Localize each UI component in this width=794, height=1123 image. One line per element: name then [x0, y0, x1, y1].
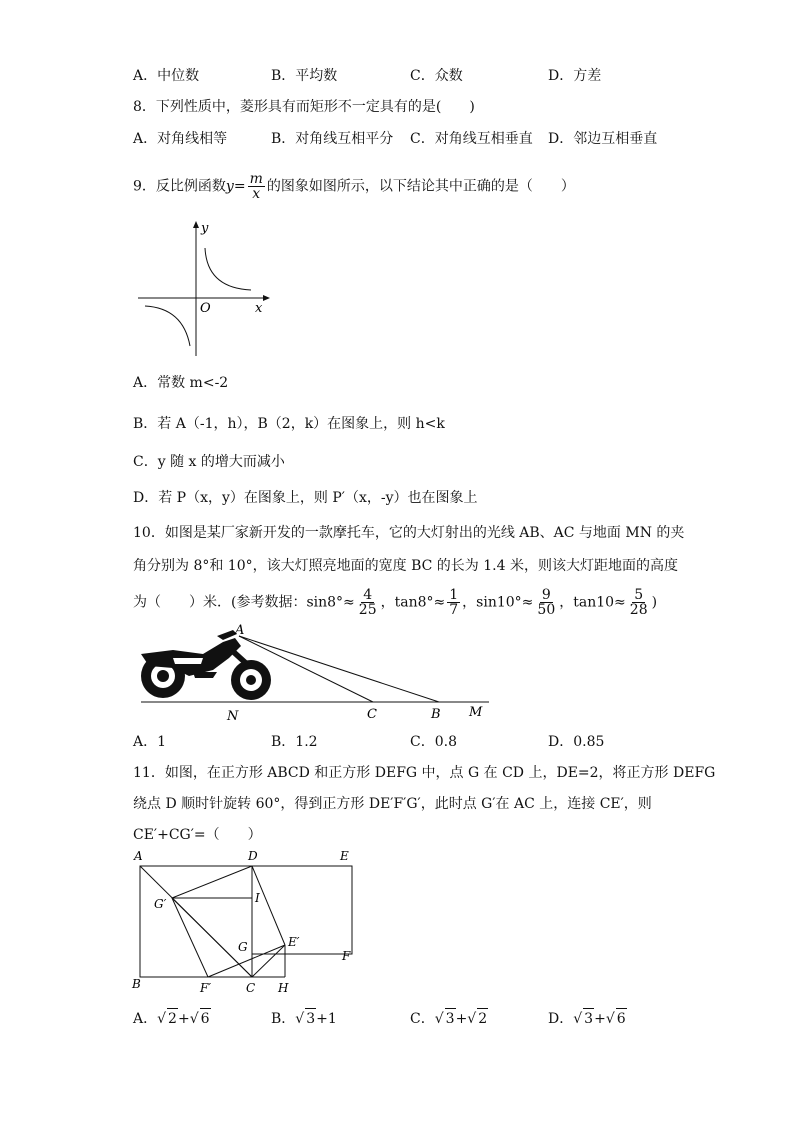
- square-defg: [252, 866, 352, 954]
- q9-option-b: B．若 A（-1，h），B（2，k）在图象上，则 h<k: [133, 416, 445, 432]
- hyperbola-branch-q3: [145, 306, 190, 346]
- q9-graph: [133, 218, 273, 358]
- q10-text-tan10: ，tan10≈: [559, 594, 626, 611]
- q9-func-num: m: [249, 171, 263, 187]
- frac-den: 7: [449, 602, 459, 618]
- q11-option-a: [133, 1008, 211, 1029]
- light-ray-ab: [239, 636, 439, 702]
- sqrt-icon: √: [157, 1011, 167, 1027]
- q11-option-c: [410, 1008, 488, 1029]
- radicand: 3: [445, 1008, 456, 1029]
- q10-option-c: C．0.8: [410, 734, 457, 750]
- label-a: A: [235, 624, 245, 638]
- frac-num: 4: [363, 587, 373, 603]
- radicand: 3: [305, 1008, 316, 1029]
- q9-option-c: C．y 随 x 的增大而减小: [133, 454, 285, 470]
- label-c: C: [367, 707, 377, 722]
- q10-frac-tan10: [628, 588, 650, 617]
- y-axis-label: y: [201, 221, 209, 236]
- q9-option-a: A．常数 m<-2: [133, 375, 229, 391]
- label-b: B: [132, 977, 141, 991]
- sqrt-icon: √: [573, 1011, 583, 1027]
- q10-text-sin10: ，sin10°≈: [462, 594, 534, 611]
- q9-stem-pre: 9．反比例函数: [133, 178, 226, 195]
- q10-frac-sin10: [535, 588, 557, 617]
- q8-option-c: C．对角线互相垂直: [410, 131, 533, 147]
- q10-line1: 10．如图是某厂家新开发的一款摩托车，它的大灯射出的光线 AB、AC 与地面 MN 的夹: [133, 525, 685, 541]
- q9-func-y: y=: [225, 178, 246, 195]
- frac-den: 28: [629, 602, 648, 618]
- hyperbola-branch-q1: [205, 248, 251, 290]
- label-b: B: [431, 707, 441, 722]
- q11-line3: CE′+CG′=（ ）: [133, 827, 262, 843]
- q10-option-b: B．1.2: [271, 734, 318, 750]
- label-e-prime: E′: [288, 935, 300, 949]
- label-n: N: [227, 709, 239, 724]
- sqrt-icon: √: [434, 1011, 444, 1027]
- q10-line3: [133, 588, 657, 617]
- origin-label: O: [200, 301, 211, 316]
- x-axis-label: x: [255, 301, 263, 316]
- sqrt-icon: √: [295, 1011, 305, 1027]
- frac-num: 1: [449, 587, 459, 603]
- option-label: A．: [133, 1011, 158, 1027]
- q9-func-den: x: [252, 186, 261, 202]
- sqrt-icon: √: [467, 1011, 477, 1027]
- q8-option-a: A．对角线相等: [133, 131, 228, 147]
- label-f-prime: F′: [200, 981, 212, 995]
- radicand: 6: [200, 1008, 211, 1029]
- segment-dg1: [172, 866, 252, 898]
- operator: +: [594, 1011, 606, 1027]
- label-h: H: [278, 981, 289, 995]
- q10-frac-tan8: [447, 588, 460, 617]
- option-label: C．: [410, 1011, 435, 1027]
- label-i: I: [255, 891, 260, 905]
- q10-motorcycle-figure: [133, 624, 503, 724]
- option-label: D．: [548, 1011, 574, 1027]
- q9-func-fraction: [248, 172, 265, 201]
- radicand: 6: [616, 1008, 627, 1029]
- q11-option-d: [548, 1008, 627, 1029]
- radicand: 3: [583, 1008, 594, 1029]
- frac-den: 25: [358, 602, 377, 618]
- q10-frac-sin8: [357, 588, 379, 617]
- q10-text-tan8: ，tan8°≈: [380, 594, 446, 611]
- q7-option-d: D．方差: [548, 68, 602, 84]
- label-m: M: [469, 705, 483, 720]
- sqrt-icon: √: [189, 1011, 199, 1027]
- q9-stem-post: 的图象如图所示，以下结论其中正确的是（ ）: [266, 178, 575, 195]
- radicand: 2: [477, 1008, 488, 1029]
- q10-option-a: A．1: [133, 734, 167, 750]
- frac-num: 5: [634, 587, 644, 603]
- operator: +: [177, 1011, 190, 1027]
- operator: +1: [316, 1011, 337, 1027]
- label-d: D: [248, 849, 258, 863]
- q7-option-b: B．平均数: [271, 68, 338, 84]
- q8-stem: 8．下列性质中，菱形具有而矩形不一定具有的是( ): [133, 99, 475, 115]
- q7-option-c: C．众数: [410, 68, 463, 84]
- radicand: 2: [167, 1008, 178, 1029]
- label-g: G: [238, 940, 248, 954]
- frac-num: 9: [541, 587, 551, 603]
- segment-g1f1: [172, 898, 208, 977]
- segment-g1c: [172, 898, 252, 977]
- q9-stem: [133, 172, 575, 201]
- label-c: C: [246, 981, 256, 995]
- q10-line3-pre: 为（ ）米．(参考数据：sin8°≈: [133, 594, 355, 611]
- segment-ce1: [252, 945, 285, 977]
- label-a: A: [134, 849, 143, 863]
- label-f: F: [342, 949, 351, 963]
- q11-line2: 绕点 D 顺时针旋转 60°，得到正方形 DE′F′G′，此时点 G′在 AC 上，连接 CE′，则: [133, 796, 652, 812]
- q11-line1: 11．如图，在正方形 ABCD 和正方形 DEFG 中，点 G 在 CD 上，DE=2，将正方形 DEFG: [133, 765, 716, 781]
- frac-den: 50: [537, 602, 556, 618]
- q8-option-d: D．邻边互相垂直: [548, 131, 658, 147]
- q9-option-d: D．若 P（x，y）在图象上，则 P′（x，-y）也在图象上: [133, 490, 478, 506]
- sqrt-icon: √: [605, 1011, 615, 1027]
- option-label: B．: [271, 1011, 296, 1027]
- q10-option-d: D．0.85: [548, 734, 605, 750]
- q10-line2: 角分别为 8°和 10°，该大灯照亮地面的宽度 BC 的长为 1.4 米，则该大灯距地面的高度: [133, 558, 678, 574]
- operator: +: [455, 1011, 468, 1027]
- label-g-prime: G′: [154, 897, 167, 911]
- label-e: E: [340, 849, 349, 863]
- q8-option-b: B．对角线互相平分: [271, 131, 394, 147]
- q7-option-a: A．中位数: [133, 68, 200, 84]
- segment-e1d: [252, 866, 285, 945]
- q11-option-b: [271, 1008, 337, 1029]
- q10-text-close: ): [651, 594, 658, 611]
- q11-squares-figure: [130, 846, 358, 996]
